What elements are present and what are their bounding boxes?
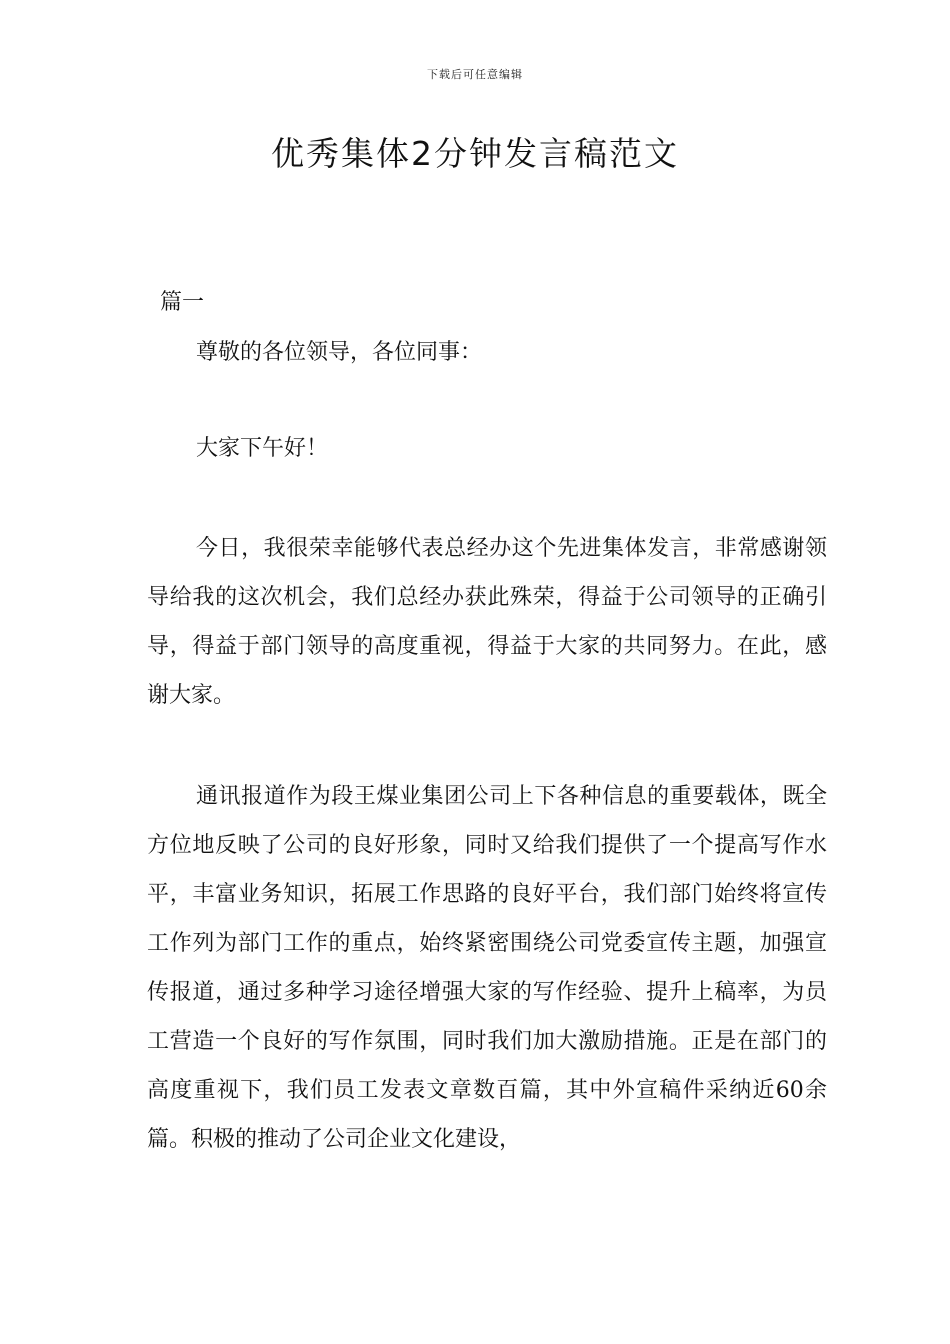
- section-label: 篇一: [160, 290, 205, 315]
- document-title: 优秀集体2分钟发言稿范文: [271, 134, 679, 173]
- paragraph-2: 通讯报道作为段王煤业集团公司上下各种信息的重要载体，既全方位地反映了公司的良好形象，同时又给我们提供了一个提高写作水平，丰富业务知识，拓展工作思路的良好平台，我们部门始终将宣传工作列为部门工作的重点，始终紧密围绕公司党委宣传主题，加强宣传报道，通过多种学习途径增强大家的写作经验、提升上稿率，为员工营造一个良好的写作氛围，同时我们加大激励措施。正是在部门的高度重视下，我们员工发表文章数百篇，其中外宣稿件采纳近60余篇。积极的推动了公司企业文化建设，: [147, 784, 827, 1152]
- greeting-line: 大家下午好！: [196, 436, 329, 461]
- header-note: 下载后可任意编辑: [427, 68, 523, 81]
- salutation-line: 尊敬的各位领导，各位同事：: [196, 340, 483, 365]
- paragraph-1: 今日，我很荣幸能够代表总经办这个先进集体发言，非常感谢领导给我的这次机会，我们总经办获此殊荣，得益于公司领导的正确引导，得益于部门领导的高度重视，得益于大家的共同努力。在此，感谢大家。: [147, 536, 827, 708]
